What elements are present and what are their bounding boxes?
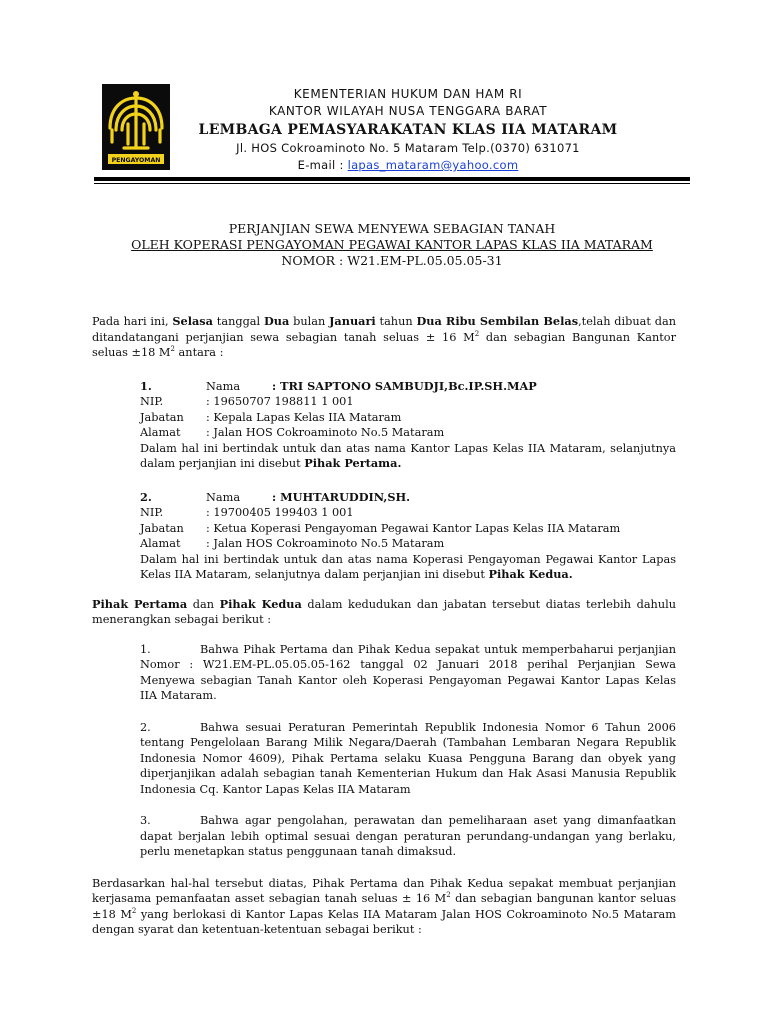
- document-title: [94, 221, 690, 269]
- logo-caption: PENGAYOMAN: [111, 157, 161, 165]
- intro-paragraph: Pada hari ini, Selasa tanggal Dua bulan Januari tahun Dua Ribu Sembilan Belas,telah dibuat dan ditandatangani perjanjian sewa sebagian tanah seluas ± 16 $M^2$ dan sebagian Bangunan Kantor seluas ±18 $M^2$ antara :: [92, 314, 676, 359]
- email-line: [190, 157, 626, 174]
- email-link[interactable]: lapas_mataram@yahoo.com: [347, 158, 519, 172]
- institution-name: LEMBAGA PEMASYARAKATAN KLAS IIA MATARAM: [198, 122, 618, 138]
- party-position: : Kepala Lapas Kelas IIA Mataram: [206, 410, 402, 424]
- ministry-name: KEMENTERIAN HUKUM DAN HAM RI: [293, 87, 523, 101]
- party-two: 2. Nama : MUHTARUDDIN,SH. NIP. : 19700405 199403 1 001 Jabatan : Ketua Koperasi Pengayoman Pegawai Kantor Lapas Kelas IIA Mataram Alamat : Jalan HOS Cokroaminoto No.5 Mataram Dalam hal ini bertindak untuk dan atas nama Koperasi Pengayoman Pegawai Kantor Lapas Kelas IIA Mataram, selanjutnya dalam perjanjian ini disebut Pihak Kedua.: [140, 489, 676, 581]
- party-one: 1. Nama : TRI SAPTONO SAMBUDJI,Bc.IP.SH.MAP NIP. : 19650707 198811 1 001 Jabatan : Kepala Lapas Kelas IIA Mataram Alamat : Jalan HOS Cokroaminoto No.5 Mataram Dalam hal ini bertindak untuk dan atas nama Kantor Lapas Kelas IIA Mataram, selanjutnya dalam perjanjian ini disebut Pihak Pertama.: [140, 378, 676, 470]
- regional-office: KANTOR WILAYAH NUSA TENGGARA BARAT: [268, 104, 548, 118]
- party-description: Dalam hal ini bertindak untuk dan atas nama Koperasi Pengayoman Pegawai Kantor Lapas Kelas IIA Mataram, selanjutnya dalam perjanjian ini disebut Pihak Kedua.: [140, 552, 676, 581]
- list-item: 2. Bahwa sesuai Peraturan Pemerintah Republik Indonesia Nomor 6 Tahun 2006 tentang Pengelolaan Barang Milik Negara/Daerah (Tambahan Lembaran Negara Republik Indonesia Nomor 4609), Pihak Pertama selaku Kuasa Pengguna Barang dan obyek yang diperjanjikan adalah sebagian tanah Kementerian Hukum dan Hak Asasi Manusia Republik Indonesia Cq. Kantor Lapas Kelas IIA Mataram: [140, 720, 676, 796]
- party-description: Dalam hal ini bertindak untuk dan atas nama Kantor Lapas Kelas IIA Mataram, selanjutnya dalam perjanjian ini disebut Pihak Pertama.: [140, 441, 676, 470]
- list-item: 3. Bahwa agar pengolahan, perawatan dan pemeliharaan aset yang dimanfaatkan dapat berjalan lebih optimal sesuai dengan peraturan perundang-undangan yang berlaku, perlu menetapkan status penggunaan tanah dimaksud.: [140, 814, 676, 858]
- list-item: 1. Bahwa Pihak Pertama dan Pihak Kedua sepakat untuk memperbaharui perjanjian Nomor : W21.EM-PL.05.05.05-162 tanggal 02 Januari 2018 perihal Perjanjian Sewa Menyewa sebagian Tanah Kantor oleh Koperasi Pengayoman Pegawai Kantor Lapas Kelas IIA Mataram.: [140, 642, 676, 702]
- party-name: : TRI SAPTONO SAMBUDJI,Bc.IP.SH.MAP: [272, 378, 537, 393]
- letterhead: [190, 86, 626, 174]
- letterhead-rule-thin: [94, 183, 690, 184]
- document-number: NOMOR : W21.EM-PL.05.05.05-31: [281, 253, 503, 268]
- recital-points: [140, 642, 676, 860]
- closing-paragraph: Berdasarkan hal-hal tersebut diatas, Pihak Pertama dan Pihak Kedua sepakat membuat perjanjian kerjasama pemanfaatan asset sebagian tanah seluas ± 16 $M^2$ dan sebagian bangunan kantor seluas ±18 $M^2$ yang berlokasi di Kantor Lapas Kelas IIA Mataram Jalan HOS Cokroaminoto No.5 Mataram dengan syarat dan ketentuan-ketentuan sebagai berikut :: [92, 876, 677, 936]
- title-line-1: PERJANJIAN SEWA MENYEWA SEBAGIAN TANAH: [228, 221, 556, 236]
- party-address: : Jalan HOS Cokroaminoto No.5 Mataram: [206, 426, 445, 439]
- banyan-tree-icon: [102, 84, 170, 170]
- party-nip: : 19650707 198811 1 001: [206, 395, 354, 408]
- pengayoman-logo: [102, 84, 170, 170]
- email-label: E-mail :: [297, 158, 348, 172]
- office-address: Jl. HOS Cokroaminoto No. 5 Mataram Telp.(0370) 631071: [236, 141, 580, 155]
- party-address: : Jalan HOS Cokroaminoto No.5 Mataram: [206, 537, 445, 550]
- title-line-2: OLEH KOPERASI PENGAYOMAN PEGAWAI KANTOR LAPAS KLAS IIA MATARAM: [131, 237, 653, 252]
- party-nip: : 19700405 199403 1 001: [206, 506, 354, 519]
- party-position: : Ketua Koperasi Pengayoman Pegawai Kantor Lapas Kelas IIA Mataram: [206, 521, 621, 535]
- party-number: 1.: [140, 378, 152, 393]
- document-body: [92, 314, 676, 938]
- party-number: 2.: [140, 489, 152, 504]
- party-name: : MUHTARUDDIN,SH.: [272, 489, 411, 504]
- letterhead-rule-thick: [94, 177, 690, 181]
- recital-paragraph: Pihak Pertama dan Pihak Kedua dalam kedudukan dan jabatan tersebut diatas terlebih dahulu menerangkan sebagai berikut :: [92, 596, 676, 626]
